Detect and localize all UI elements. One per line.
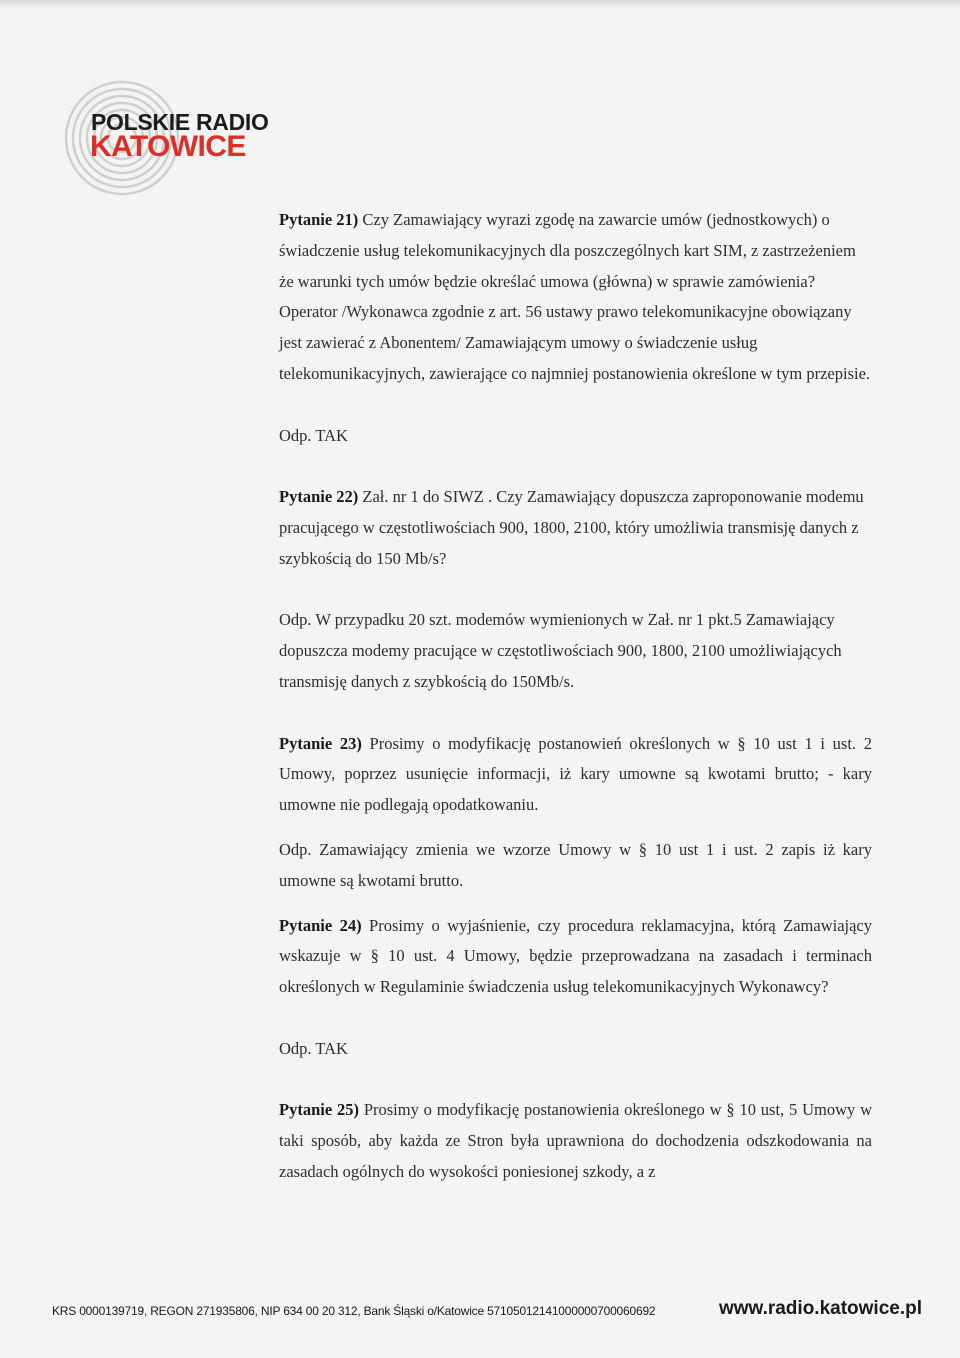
logo-text-katowice: KATOWICE [90,130,246,163]
answer-24: Odp. TAK [279,1038,348,1058]
question-text: Prosimy o modyfikację postanowienia określonego w § 10 ust, 5 Umowy w taki sposób, aby każda ze Stron była uprawniona do dochodzenia odszkodowania na zasadach ogólnych do wysokości poniesionej szkody, a z [279,1100,872,1181]
website-url: www.radio.katowice.pl [718,1298,922,1319]
radio-logo [62,78,302,198]
question-label: Pytanie 25) [279,1100,359,1120]
question-24 [279,911,872,1003]
page-edge [0,0,960,8]
question-22 [279,482,872,574]
question-21 [279,205,872,390]
document-body [279,205,872,1188]
question-25 [279,1095,872,1187]
answer-23: Odp. Zamawiający zmienia we wzorze Umowy w § 10 ust 1 i ust. 2 zapis iż kary umowne są kwotami brutto. [279,839,872,890]
page-footer [52,1300,922,1322]
question-label: Pytanie 21) [279,210,359,229]
answer-21: Odp. TAK [279,425,348,445]
question-23 [279,729,872,821]
question-text: Czy Zamawiający wyrazi zgodę na zawarcie umów (jednostkowych) o świadczenie usług telekomunikacyjnych dla poszczególnych kart SIM, z zastrzeżeniem że warunki tych umów będzie określać umowa (główna) w sprawie zamówienia? Operator /Wykonawca zgodnie z art. 56 ustawy prawo telekomunikacyjne obowiązany jest zawierać z Abonentem/ Zamawiającym umowy o świadczenie usług telekomunikacyjnych, zawierające co najmniej postanowienia określone w tym przepisie. [279,210,871,383]
question-text: Zał. nr 1 do SIWZ . Czy Zamawiający dopuszcza zaproponowanie modemu pracującego w częstotliwościach 900, 1800, 2100, który umożliwia transmisję danych z szybkością do 150 Mb/s? [279,487,864,568]
question-label: Pytanie 23) [279,733,362,753]
question-label: Pytanie 24) [279,915,362,935]
answer-22: Odp. W przypadku 20 szt. modemów wymienionych w Zał. nr 1 pkt.5 Zamawiający dopuszcza modemy pracujące w częstotliwościach 900, 1800, 2100 umożliwiających transmisję danych z szybkością do 150Mb/s. [279,610,842,691]
logo-text-polskie-radio: POLSKIE RADIO [91,109,269,135]
company-registration-info: KRS 0000139719, REGON 271935806, NIP 634 00 20 312, Bank Śląski o/Katowice 57105012141000000700060692 [52,1304,656,1318]
question-text: Prosimy o wyjaśnienie, czy procedura reklamacyjna, którą Zamawiający wskazuje w § 10 ust. 4 Umowy, będzie przeprowadzana na zasadach i terminach określonych w Regulaminie świadczenia usług telekomunikacyjnych Wykonawcy? [279,915,873,997]
question-text: Prosimy o modyfikację postanowień określonych w § 10 ust 1 i ust. 2 Umowy, poprzez usunięcie informacji, iż kary umowne są kwotami brutto; - kary umowne nie podlegają opodatkowaniu. [279,733,872,815]
question-label: Pytanie 22) [279,487,359,507]
